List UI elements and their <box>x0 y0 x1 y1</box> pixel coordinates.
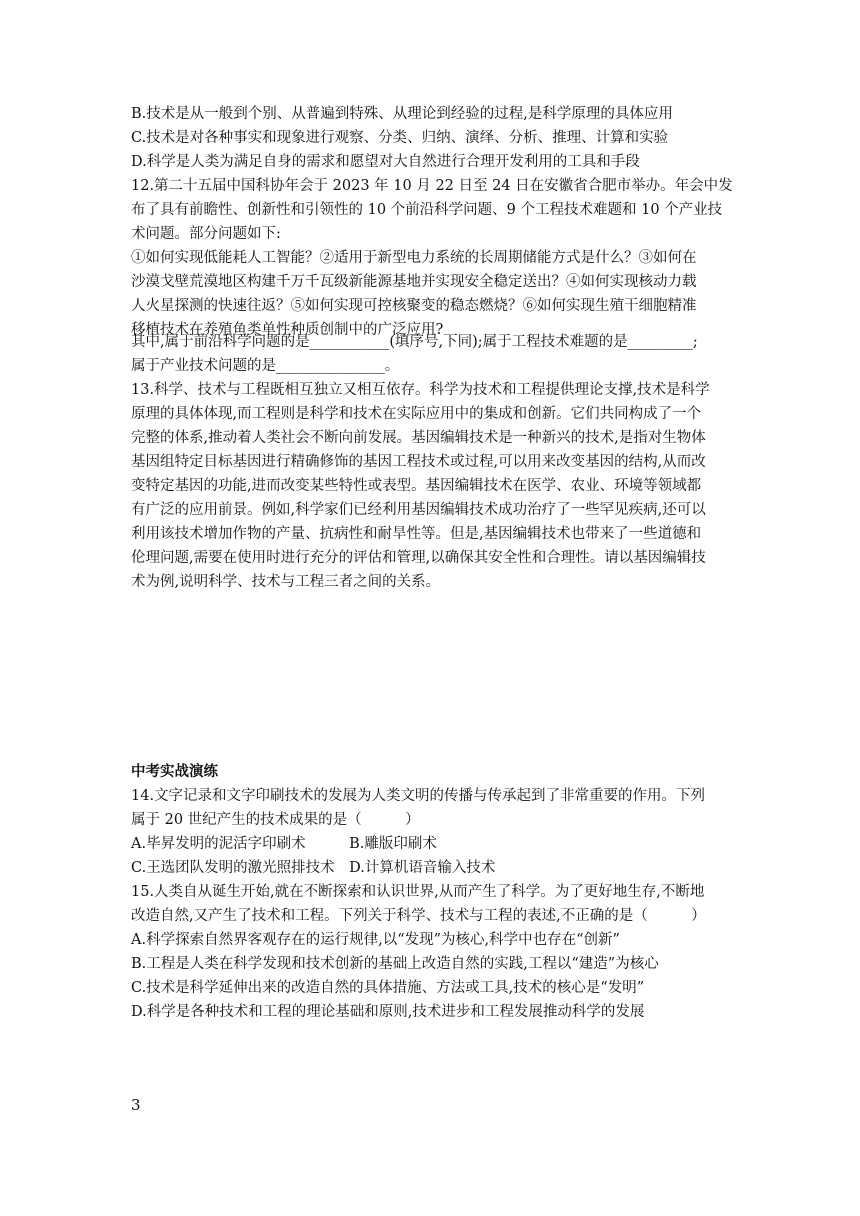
q13-line: 有广泛的应用前景。例如,科学家们已经利用基因编辑技术成功治疗了一些罕见疾病,还可以 <box>131 502 706 518</box>
q14-line: 属于 20 世纪产生的技术成果的是（ ） <box>131 812 420 828</box>
q11-option-d: D.科学是人类为满足自身的需求和愿望对大自然进行合理开发利用的工具和手段 <box>131 154 640 170</box>
q13-line: 伦理问题,需要在使用时进行充分的评估和管理,以确保其安全性和合理性。请以基因编辑技 <box>131 550 706 566</box>
q14-options-ab: A.毕昇发明的泥活字印刷术 B.雕版印刷术 <box>131 836 437 852</box>
q15-option-d: D.科学是各种技术和工程的理论基础和原则,技术进步和工程发展推动科学的发展 <box>131 1004 645 1020</box>
q15-option-b: B.工程是人类在科学发现和技术创新的基础上改造自然的实践,工程以“建造”为核心 <box>131 956 659 972</box>
q12-line: ①如何实现低能耗人工智能？②适用于新型电力系统的长周期储能方式是什么？③如何在 <box>131 250 697 266</box>
q13-line: 基因组特定目标基因进行精确修饰的基因工程技术或过程,可以用来改变基因的结构,从而改 <box>131 454 706 470</box>
q15-option-a: A.科学探索自然界客观存在的运行规律,以“发现”为核心,科学中也存在“创新” <box>131 932 620 948</box>
q12-line: 术问题。部分问题如下: <box>131 226 281 242</box>
q15-option-c: C.技术是科学延伸出来的改造自然的具体措施、方法或工具,技术的核心是“发明” <box>131 980 645 996</box>
section-heading: 中考实战演练 <box>131 763 218 780</box>
q11-option-b: B.技术是从一般到个别、从普遍到特殊、从理论到经验的过程,是科学原理的具体应用 <box>131 106 673 122</box>
q13-line: 13.科学、技术与工程既相互独立又相互依存。科学为技术和工程提供理论支撑,技术是科学 <box>131 382 710 398</box>
q12-answer-line: 其中,属于前沿科学问题的是___________(填序号,下同);属于工程技术难题的是_________; <box>131 334 698 350</box>
page-number: 3 <box>131 1096 141 1114</box>
q12-line: 移植技术在养殖鱼类单性种质创制中的广泛应用? <box>131 322 444 338</box>
q12-line: 布了具有前瞻性、创新性和引领性的 10 个前沿科学问题、9 个工程技术难题和 10 个产业技 <box>131 202 723 218</box>
q13-line: 术为例,说明科学、技术与工程三者之间的关系。 <box>131 574 441 590</box>
q12-line: 12.第二十五届中国科协年会于 2023 年 10 月 22 日至 24 日在安徽省合肥市举办。年会中发 <box>131 178 733 194</box>
q14-options-cd: C.王选团队发明的激光照排技术 D.计算机语音输入技术 <box>131 860 496 876</box>
q14-line: 14.文字记录和文字印刷技术的发展为人类文明的传播与传承起到了非常重要的作用。下列 <box>131 788 706 804</box>
q13-line: 利用该技术增加作物的产量、抗病性和耐旱性等。但是,基因编辑技术也带来了一些道德和 <box>131 526 702 542</box>
q15-line: 改造自然,又产生了技术和工程。下列关于科学、技术与工程的表述,不正确的是（ ） <box>131 908 706 924</box>
q13-line: 变特定基因的功能,进而改变某些特性或表型。基因编辑技术在医学、农业、环境等领域都 <box>131 478 702 494</box>
q13-line: 完整的体系,推动着人类社会不断向前发展。基因编辑技术是一种新兴的技术,是指对生物体 <box>131 430 706 446</box>
q15-line: 15.人类自从诞生开始,就在不断探索和认识世界,从而产生了科学。为了更好地生存,不断地 <box>131 884 705 900</box>
q12-line: 沙漠戈壁荒漠地区构建千万千瓦级新能源基地并实现安全稳定送出？④如何实现核动力载 <box>131 274 697 290</box>
q13-line: 原理的具体体现,而工程则是科学和技术在实际应用中的集成和创新。它们共同构成了一个 <box>131 406 702 422</box>
q12-line: 人火星探测的快速往返？⑤如何实现可控核聚变的稳态燃烧？⑥如何实现生殖干细胞精准 <box>131 298 697 314</box>
q12-answer-line: 属于产业技术问题的是_______________。 <box>131 358 400 374</box>
q11-option-c: C.技术是对各种事实和现象进行观察、分类、归纳、演绎、分析、推理、计算和实验 <box>131 130 669 146</box>
